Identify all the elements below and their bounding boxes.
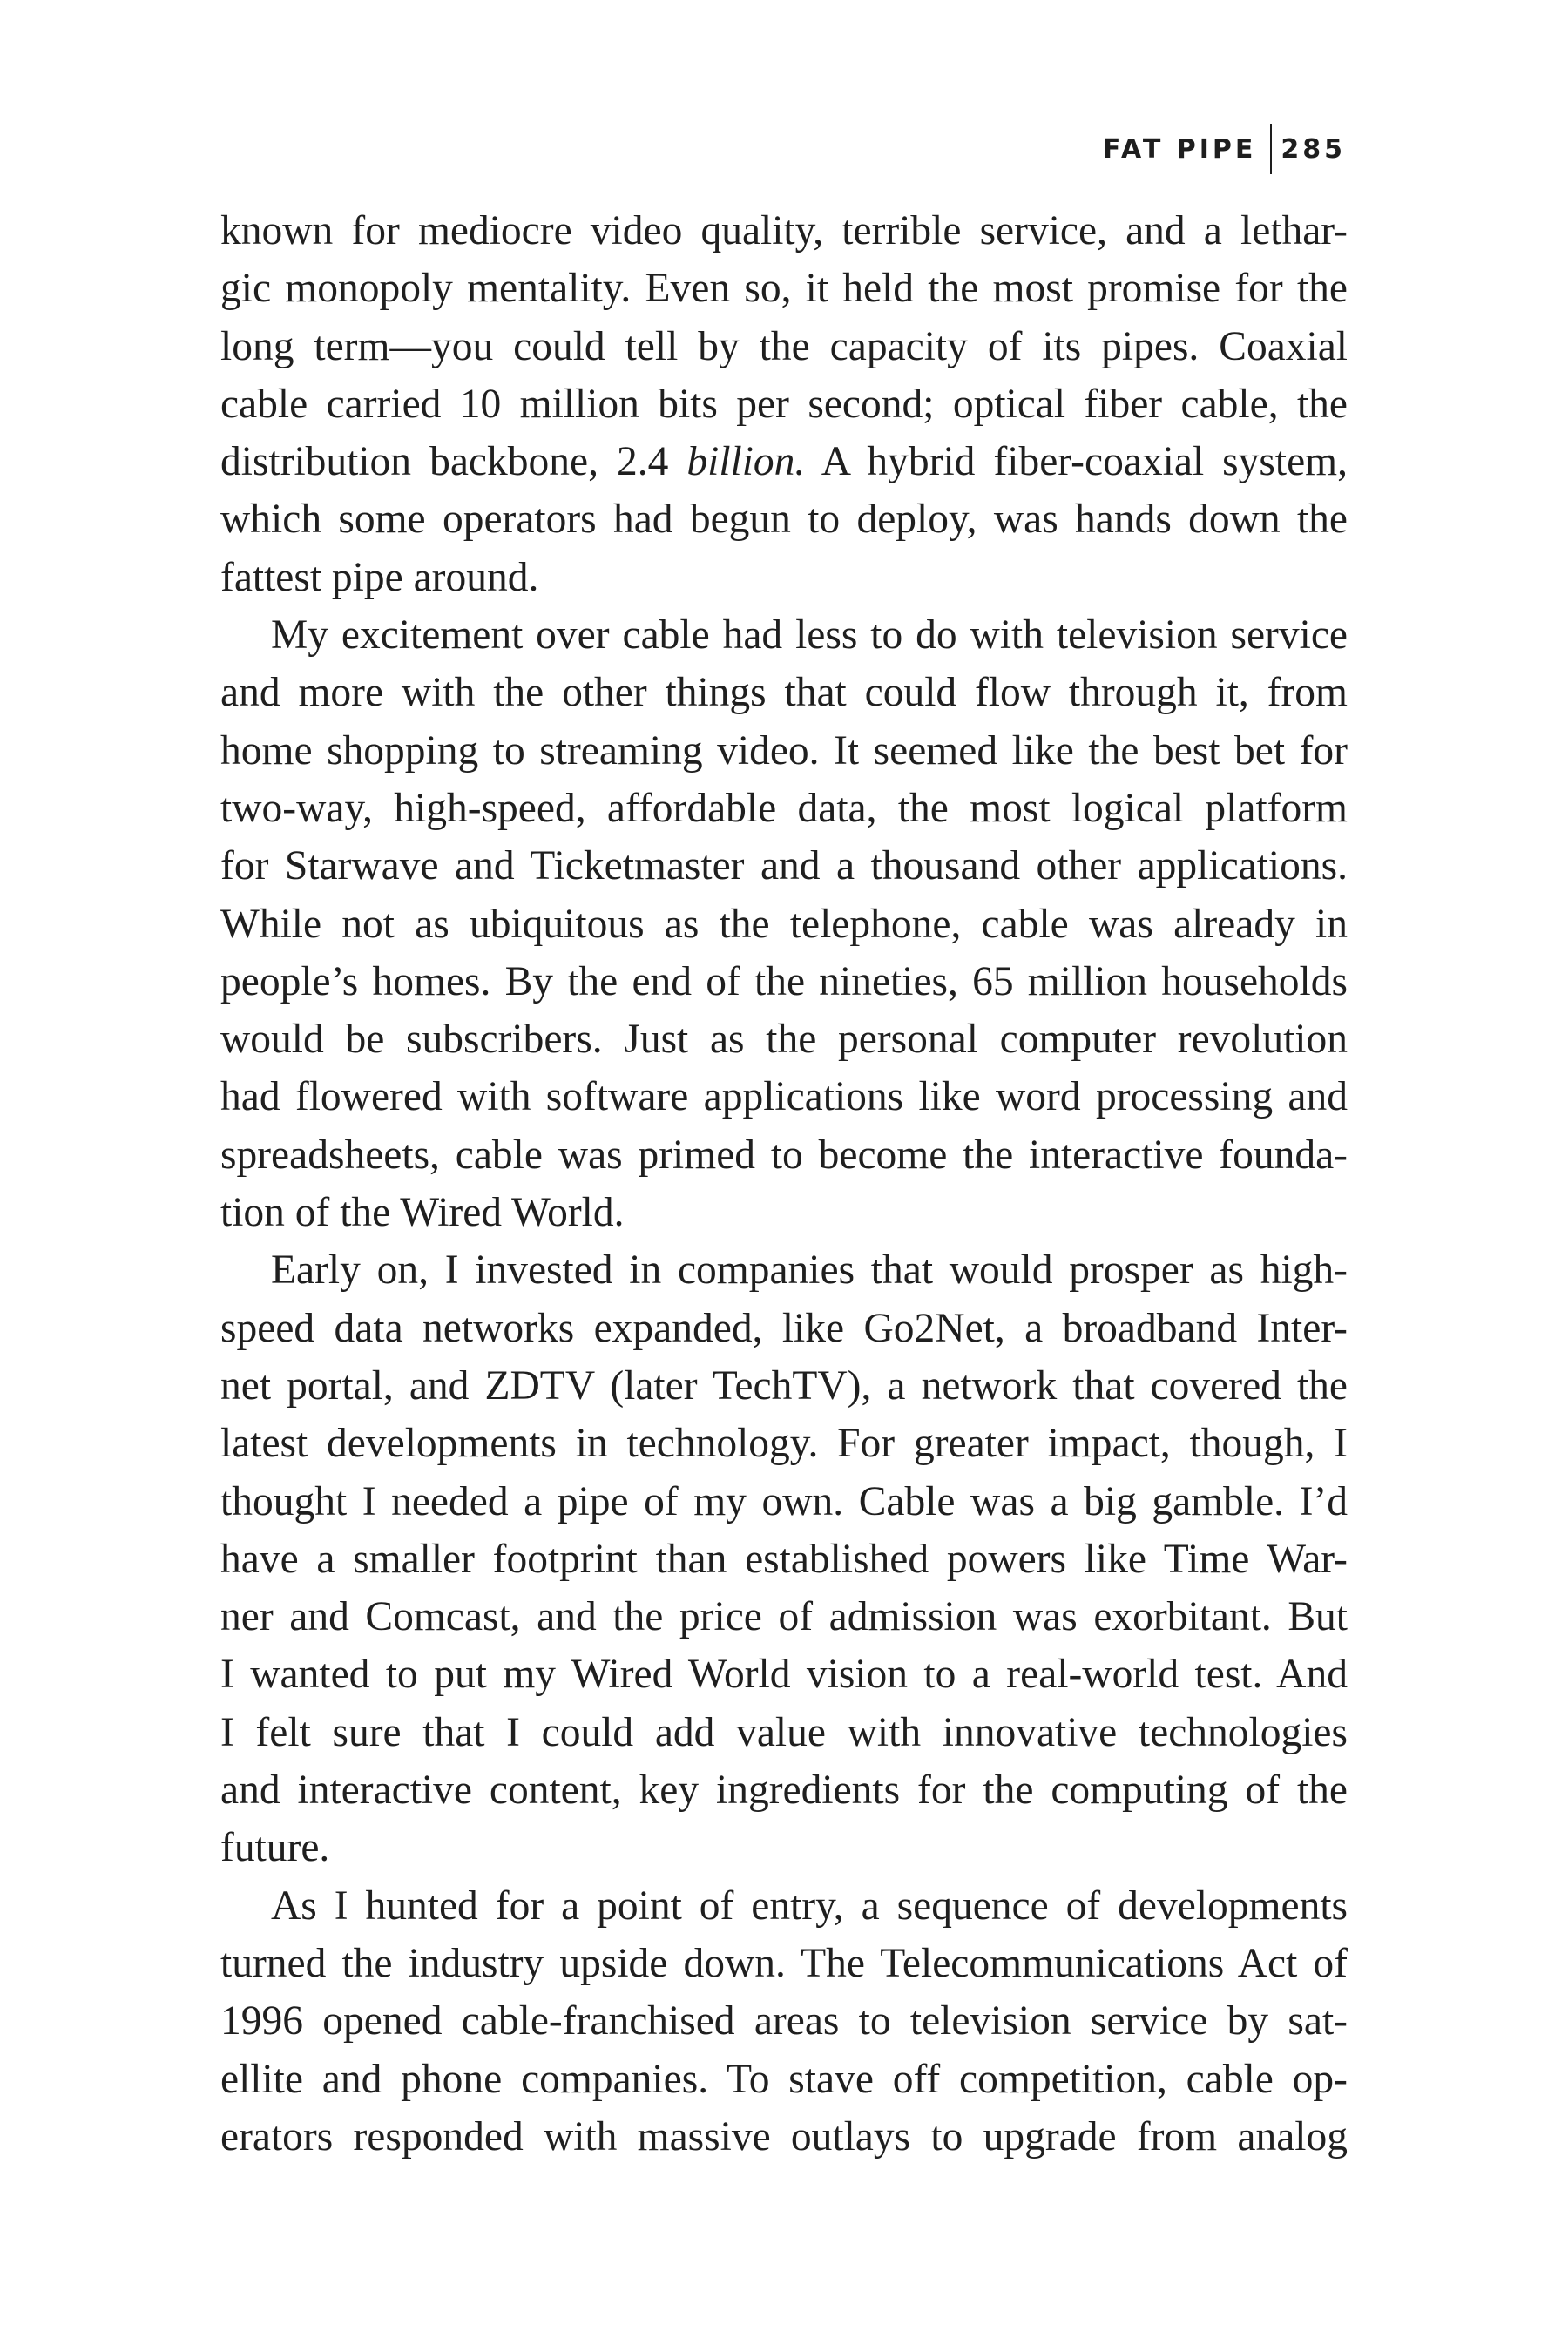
text-line: and interactive content, key ingredients for the computing of the (220, 1767, 1348, 1814)
paragraph (220, 606, 1348, 1241)
text-line: I wanted to put my Wired World vision to a real-world test. And (220, 1652, 1348, 1698)
body-text (220, 202, 1348, 2166)
text-line: ner and Comcast, and the price of admission was exorbitant. But (220, 1594, 1348, 1640)
text-line: My excitement over cable had less to do with television service (271, 612, 1348, 659)
text-line: latest developments in technology. For greater impact, though, I (220, 1421, 1348, 1467)
running-title: FAT PIPE (1102, 133, 1257, 165)
text-line: 1996 opened cable-franchised areas to television service by sat- (220, 1998, 1348, 2044)
paragraph (220, 1877, 1348, 2166)
text-line: net portal, and ZDTV (later TechTV), a network that covered the (220, 1362, 1348, 1409)
text-line: long term—you could tell by the capacity of its pipes. Coaxial (220, 323, 1348, 369)
text-line: fattest pipe around. (220, 554, 539, 600)
text-line: people’s homes. By the end of the nineties, 65 million households (220, 958, 1348, 1004)
running-head (1103, 124, 1346, 174)
text-line: which some operators had begun to deploy, was hands down the (220, 497, 1348, 543)
emphasis-text: billion. (686, 439, 806, 485)
text-line: thought I needed a pipe of my own. Cable was a big gamble. I’d (220, 1478, 1348, 1524)
text-line: known for mediocre video quality, terrible service, and a lethar- (220, 208, 1348, 253)
text-line: I felt sure that I could add value with innovative technologies (220, 1709, 1348, 1755)
text-line: two-way, high-speed, affordable data, the most logical platform (220, 785, 1348, 831)
text-segment: distribution backbone, 2.4 (220, 439, 687, 485)
text-line (220, 433, 1348, 490)
text-line: While not as ubiquitous as the telephone, cable was already in (220, 901, 1348, 947)
text-line: have a smaller footprint than established powers like Time War- (220, 1536, 1348, 1582)
text-line: erators responded with massive outlays to upgrade from analog (220, 2113, 1348, 2159)
text-line: future. (220, 1825, 330, 1871)
text-line: spreadsheets, cable was primed to become the interactive founda- (220, 1132, 1348, 1178)
page-number: 285 (1281, 133, 1346, 165)
text-line: Early on, I invested in companies that would prosper as high- (271, 1247, 1348, 1294)
text-line: speed data networks expanded, like Go2Net, a broadband Inter- (220, 1305, 1348, 1351)
text-line: and more with the other things that could flow through it, from (220, 670, 1348, 716)
text-line: gic monopoly mentality. Even so, it held the most promise for the (220, 266, 1348, 312)
text-line: ellite and phone companies. To stave off competition, cable op- (220, 2056, 1348, 2102)
text-line: As I hunted for a point of entry, a sequence of developments (271, 1882, 1348, 1929)
text-line: turned the industry upside down. The Telecommunications Act of (220, 1940, 1348, 1986)
text-line: for Starwave and Ticketmaster and a thousand other applications. (220, 843, 1348, 889)
text-line: would be subscribers. Just as the personal computer revolution (220, 1017, 1348, 1063)
text-line: cable carried 10 million bits per second; optical fiber cable, the (220, 381, 1348, 427)
text-line: home shopping to streaming video. It seemed like the best bet for (220, 727, 1348, 774)
paragraph (220, 1241, 1348, 1876)
header-divider (1270, 124, 1272, 174)
text-segment: A hybrid fiber-coaxial system, (805, 439, 1348, 485)
text-line: had flowered with software applications like word processing and (220, 1074, 1348, 1120)
paragraph (220, 202, 1348, 606)
text-line: tion of the Wired World. (220, 1190, 625, 1236)
